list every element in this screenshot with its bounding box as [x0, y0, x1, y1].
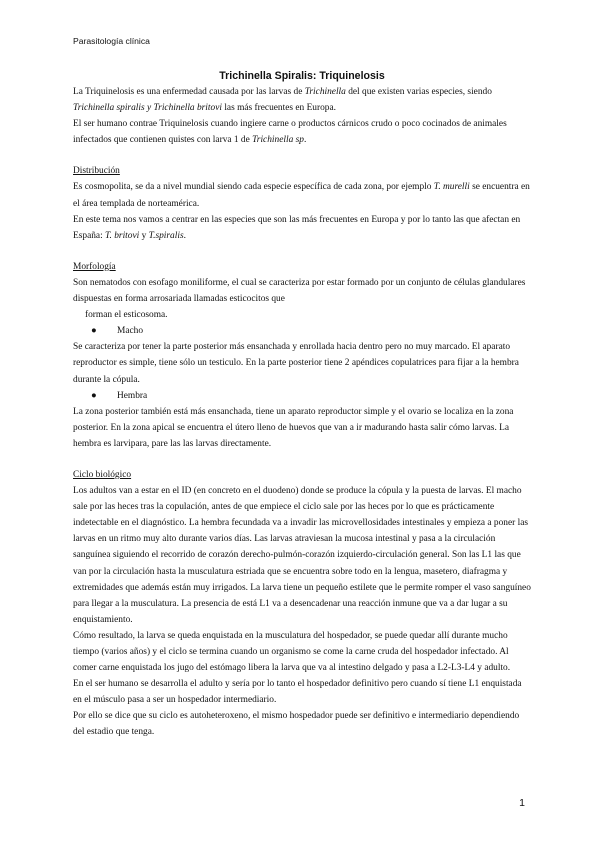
text-run: .	[303, 135, 307, 146]
text-run: La Triquinelosis es una enfermedad causada por las larvas de	[73, 87, 305, 97]
macho-paragraph: Se caracteriza por tener la parte posterior más ensanchada y enrollada hacia dentro pero no muy marcado. El aparato reproductor es simple, tiene sólo un testiculo. En la parte posterior tiene 2 apéndices copulatrices para fijar a la hembra durante la cópula.	[73, 342, 519, 385]
bullet-label: Macho	[117, 326, 144, 337]
page-header: Parasitología clínica	[73, 36, 150, 46]
bullet-icon: ●	[91, 390, 97, 401]
italic-run: Trichinella sp	[252, 135, 304, 146]
section-heading-morfologia: Morfología	[73, 261, 116, 272]
text-run: las más frecuentes en Europa.	[221, 103, 336, 114]
distribucion-paragraph-1	[73, 179, 531, 211]
morfologia-intro: Son nematodos con esofago moniliforme, el cual se caracteriza por estar formado por un conjunto de células glandulares dispuestas en forma arrosariada llamadas esticocitos que	[73, 277, 526, 305]
ciclo-paragraph-3: En el ser humano se desarrolla el adulto y sería por lo tanto el hospedador definitivo pero cuando sí tiene L1 enquistada en el músculo pasa a ser un hospedador intermediario.	[73, 679, 522, 706]
text-run: del que existen varias especies, siendo	[345, 87, 492, 97]
text-run: .	[183, 230, 186, 241]
section-heading-distribucion: Distribución	[73, 166, 120, 177]
morfologia-intro-continuation: forman el esticosoma.	[85, 310, 168, 321]
ciclo-paragraph-1: Los adultos van a estar en el ID (en concreto en el duodeno) donde se produce la cópula y la puesta de larvas. El macho sale por las heces tras la copulación, antes de que empiece el ciclo sale por las heces por lo que es prácticamente indetectable en el diagnóstico. La hembra fecundada va a invadir las microvellosidades intestinales y empieza a poner las larvas en un ritmo muy alto durante varios días. Las larvas atraviesan la mucosa intestinal y pasa a la circulación sanguínea siguiendo el recorrido de corazón derecho-pulmón-corazón izquierdo-circulación general. Son las L1 las que van por la circulación hasta la musculatura estriada que se encuentra sobre todo en la lengua, masetero, diafragma y extremidades que además están muy irrigados. La larva tiene un pequeño estilete que le permite romper el vaso sanguíneo para llegar a la musculatura. La presencia de está L1 va a desencadenar una reacción inmune que va a dar lugar a su enquistamiento.	[73, 486, 531, 625]
text-run: El ser humano contrae Triquinelosis cuando ingiere carne o productos cárnicos crudo o poco cocinados de animales infectados que contienen quistes con larva 1 de	[73, 119, 507, 146]
italic-run: T. murelli	[433, 182, 470, 193]
italic-run: T. britovi	[105, 230, 140, 241]
ciclo-paragraph-2: Cómo resultado, la larva se queda enquistada en la musculatura del hospedador, se puede quedar allí durante mucho tiempo (varios años) y el ciclo se termina cuando un organismo se come la carne cruda del hospedador infectado. Al comer carne enquistada los jugo del estómago libera la larva que va al intestino delgado y pasa a L2-L3-L4 y adulto.	[73, 630, 511, 674]
bullet-label: Hembra	[117, 390, 148, 401]
distribucion-paragraph-2	[73, 212, 531, 244]
section-heading-ciclo: Ciclo biológico	[73, 469, 132, 480]
intro-paragraph-1	[73, 84, 531, 116]
bullet-hembra	[73, 388, 531, 404]
ciclo-paragraph-4: Por ello se dice que su ciclo es autoheteroxeno, el mismo hospedador puede ser definitivo e intermediario dependiendo del estadio que tenga.	[73, 711, 520, 738]
document-title: Trichinella Spiralis: Triquinelosis	[219, 70, 385, 82]
intro-paragraph-2	[73, 116, 531, 148]
page-number: 1	[519, 797, 525, 809]
document-body	[73, 68, 531, 741]
bullet-icon: ●	[91, 326, 97, 337]
italic-run: Trichinella spiralis y Trichinella britovi	[73, 103, 222, 114]
italic-run: Trichinella	[304, 87, 346, 97]
italic-run: T.spiralis	[148, 230, 184, 241]
bullet-macho	[73, 323, 531, 339]
text-run: Es cosmopolita, se da a nivel mundial siendo cada especie específica de cada zona, por ejemplo	[73, 182, 434, 193]
text-run: se encuentra en el área templada de norteamérica.	[73, 182, 530, 209]
hembra-paragraph: La zona posterior también está más ensanchada, tiene un aparato reproductor simple y el ovario se localiza en la zona posterior. En la zona apical se encuentra el útero lleno de huevos que van a ir madurando hasta salir cómo larvas. La hembra es larvipara, pare las las larvas directamente.	[73, 406, 514, 449]
text-run: y	[139, 230, 149, 241]
text-run: En este tema nos vamos a centrar en las especies que son las más frecuentes en Europa y por lo tanto las que afectan en España:	[73, 214, 521, 241]
